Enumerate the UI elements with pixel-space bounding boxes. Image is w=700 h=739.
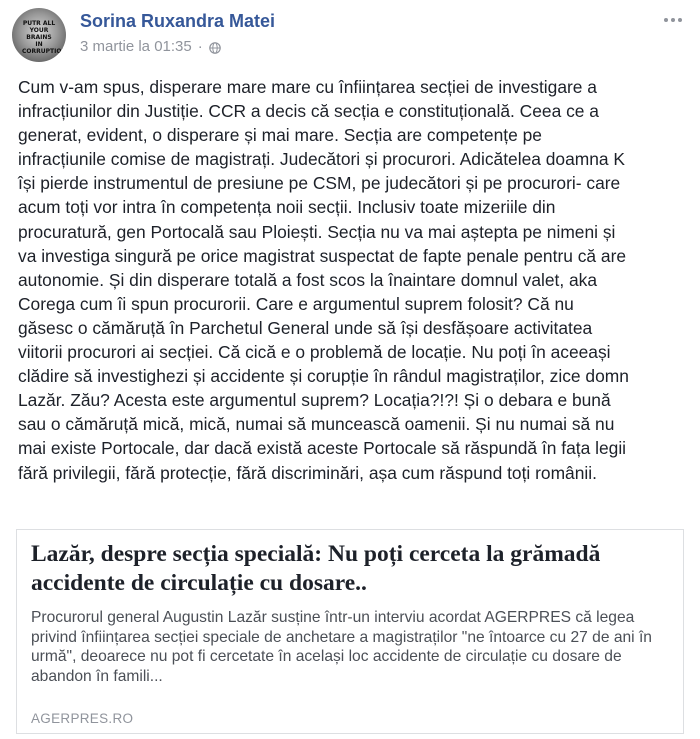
avatar-text: PUTR ALL YOUR BRAINS IN CORRUPTION — [22, 20, 66, 55]
link-card-title[interactable]: Lazăr, despre secția specială: Nu poți cerceta la grămadă accidente de circulație cu dosare.. — [31, 541, 601, 596]
shared-link-card[interactable] — [16, 529, 684, 734]
post-timestamp[interactable]: 3 martie la 01:35 — [80, 38, 192, 55]
link-card-domain: AGERPRES.RO — [31, 711, 134, 726]
link-card-description: Procurorul general Augustin Lazăr susține într-un interviu acordat AGERPRES că legea privind înființarea secției speciale de anchetare a magistraților "ne întoarce cu 27 de ani în urmă", deoarece nu pot fi cercetate în același loc accidente de circulație cu dosare de abandon în famili... — [31, 609, 652, 685]
avatar[interactable] — [12, 8, 66, 62]
more-options-icon[interactable] — [662, 12, 684, 28]
post-header — [12, 8, 692, 60]
post-meta — [80, 38, 221, 55]
post-text: Cum v-am spus, disperare mare mare cu înființarea secției de investigare a infracțiunilor din Justiție. CCR a decis că secția e constituțională. Ceea ce a generat, evident, o disperare și mai mare. Secția are competențe pe infracțiunile comise de magistrați. Judecători și procurori. Adicătelea doamna K își pierde instrumentul de presiune pe CSM, pe judecători și pe procurori- care acum toți vor intra în competența noii secții. Inclusiv toate mizeriile din procuratură, gen Portocală sau Ploiești. Secția nu va mai aștepta pe nimeni și va investiga singură pe orice magistrat suspectat de fapte penale pentru că are autonomie. Și din disperare totală a fost scos la înaintare domnul valet, aka Corega cum îi spun procurorii. Care e argumentul suprem folosit? Că nu găsesc o cămăruță în Parchetul General unde să își desfășoare activitatea viitorii procurori ai secției. Că cică e o problemă de locație. Nu poți în aceeași clădire să investighezi și accidente și corupție în rândul magistraților, zice domn Lazăr. Zău? Acesta este argumentul suprem? Locația?!?! Și o debara e bună sau o cămăruță mică, mică, numai să muncească oamenii. Și nu numai să nu mai existe Portocale, dar dacă există aceste Portocale să răspundă în fața legii fără privilegii, fără protecție, fără discriminări, așa cum răspund toți românii. — [18, 77, 629, 483]
globe-icon[interactable] — [209, 41, 221, 53]
author-name[interactable]: Sorina Ruxandra Matei — [80, 11, 276, 31]
meta-separator: · — [197, 38, 203, 55]
